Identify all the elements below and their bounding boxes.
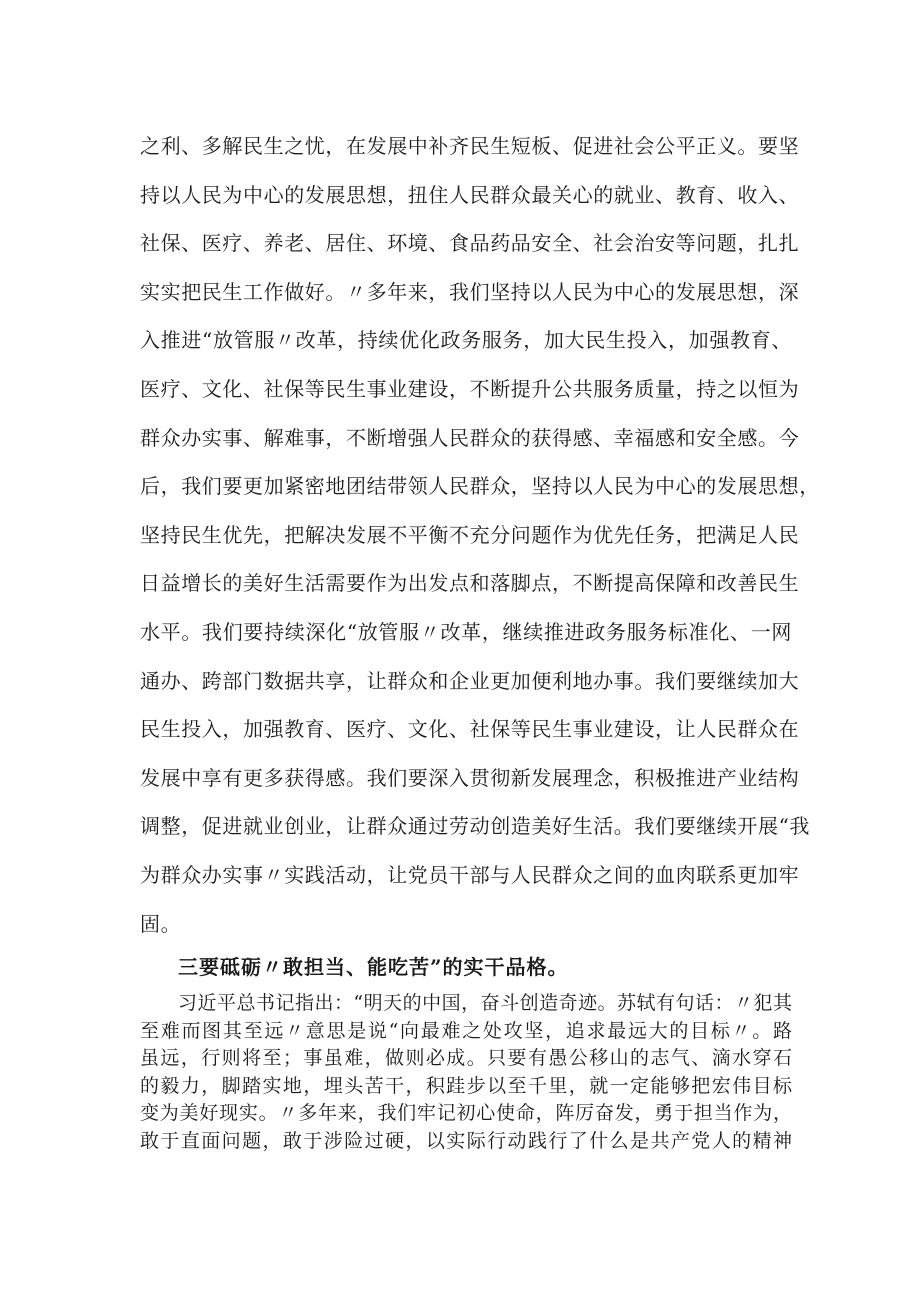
text-line: 坚持民生优先，把解决发展不平衡不充分问题作为优先任务，把满足人民 <box>140 522 800 547</box>
text-line: 入推进“放管服〃改革，持续优化政务服务，加大民生投入，加强教育、 <box>140 328 792 353</box>
text-line: 社保、医疗、养老、居住、环境、食品药品安全、社会治安等问题，扎扎 <box>140 231 800 256</box>
body-paragraph-2 <box>140 990 792 1156</box>
text-line: 固。 <box>140 911 182 936</box>
text-line: 日益增长的美好生活需要作为出发点和落脚点，不断提高保障和改善民生 <box>140 571 800 596</box>
text-line: 为群众办实事〃实践活动，让党员干部与人民群众之间的血肉联系更加牢 <box>140 862 800 887</box>
text-line: 之利、多解民生之忧，在发展中补齐民生短板、促进社会公平正义。要坚 <box>140 134 800 158</box>
text-line: 虽远，行则将至；事虽难，做则必成。只要有愚公移山的志气、滴水穿石 <box>140 1047 792 1070</box>
text-line: 调整，促进就业创业，让群众通过劳动创造美好生活。我们要继续开展“我 <box>140 814 811 839</box>
text-line: 水平。我们要持续深化“放管服〃改革，继续推进政务服务标准化、一网 <box>140 619 792 644</box>
text-line: 的毅力，脚踏实地，埋头苦干，积跬步以至千里，就一定能够把宏伟目标 <box>140 1074 792 1097</box>
text-line: 发展中享有更多获得感。我们要深入贯彻新发展理念，积极推进产业结构 <box>140 765 800 790</box>
text-line: 医疗、文化、社保等民生事业建设，不断提升公共服务质量，持之以恒为 <box>140 376 800 401</box>
text-line: 民生投入，加强教育、医疗、文化、社保等民生事业建设，让人民群众在 <box>140 717 800 742</box>
body-paragraph-1 <box>140 122 820 948</box>
text-line: 持以人民为中心的发展思想，扭住人民群众最关心的就业、教育、收入、 <box>140 182 800 207</box>
text-line: 至难而图其至远〃意思是说“向最难之处攻坚，追求最远大的目标〃。路 <box>140 1019 792 1042</box>
text-line: 实实把民生工作做好。〃多年来，我们坚持以人民为中心的发展思想，深 <box>140 279 800 304</box>
text-line: 习近平总书记指出：“明天的中国，奋斗创造奇迹。苏轼有句话：〃犯其 <box>178 992 792 1014</box>
text-line: 群众办实事、解难事，不断增强人民群众的获得感、幸福感和安全感。今 <box>140 425 800 450</box>
text-line: 敢于直面问题，敢于涉险过硬，以实际行动践行了什么是共产党人的精神 <box>140 1129 792 1152</box>
text-line: 通办、跨部门数据共享，让群众和企业更加便利地办事。我们要继续加大 <box>140 668 800 693</box>
text-line: 变为美好现实。〃多年来，我们牢记初心使命，阵厉奋发，勇于担当作为， <box>140 1102 792 1125</box>
section-heading: 三要砥砺〃敢担当、能吃苦”的实干品格。 <box>178 955 569 979</box>
text-line: 后，我们要更加紧密地团结带领人民群众，坚持以人民为中心的发展思想， <box>140 474 820 499</box>
